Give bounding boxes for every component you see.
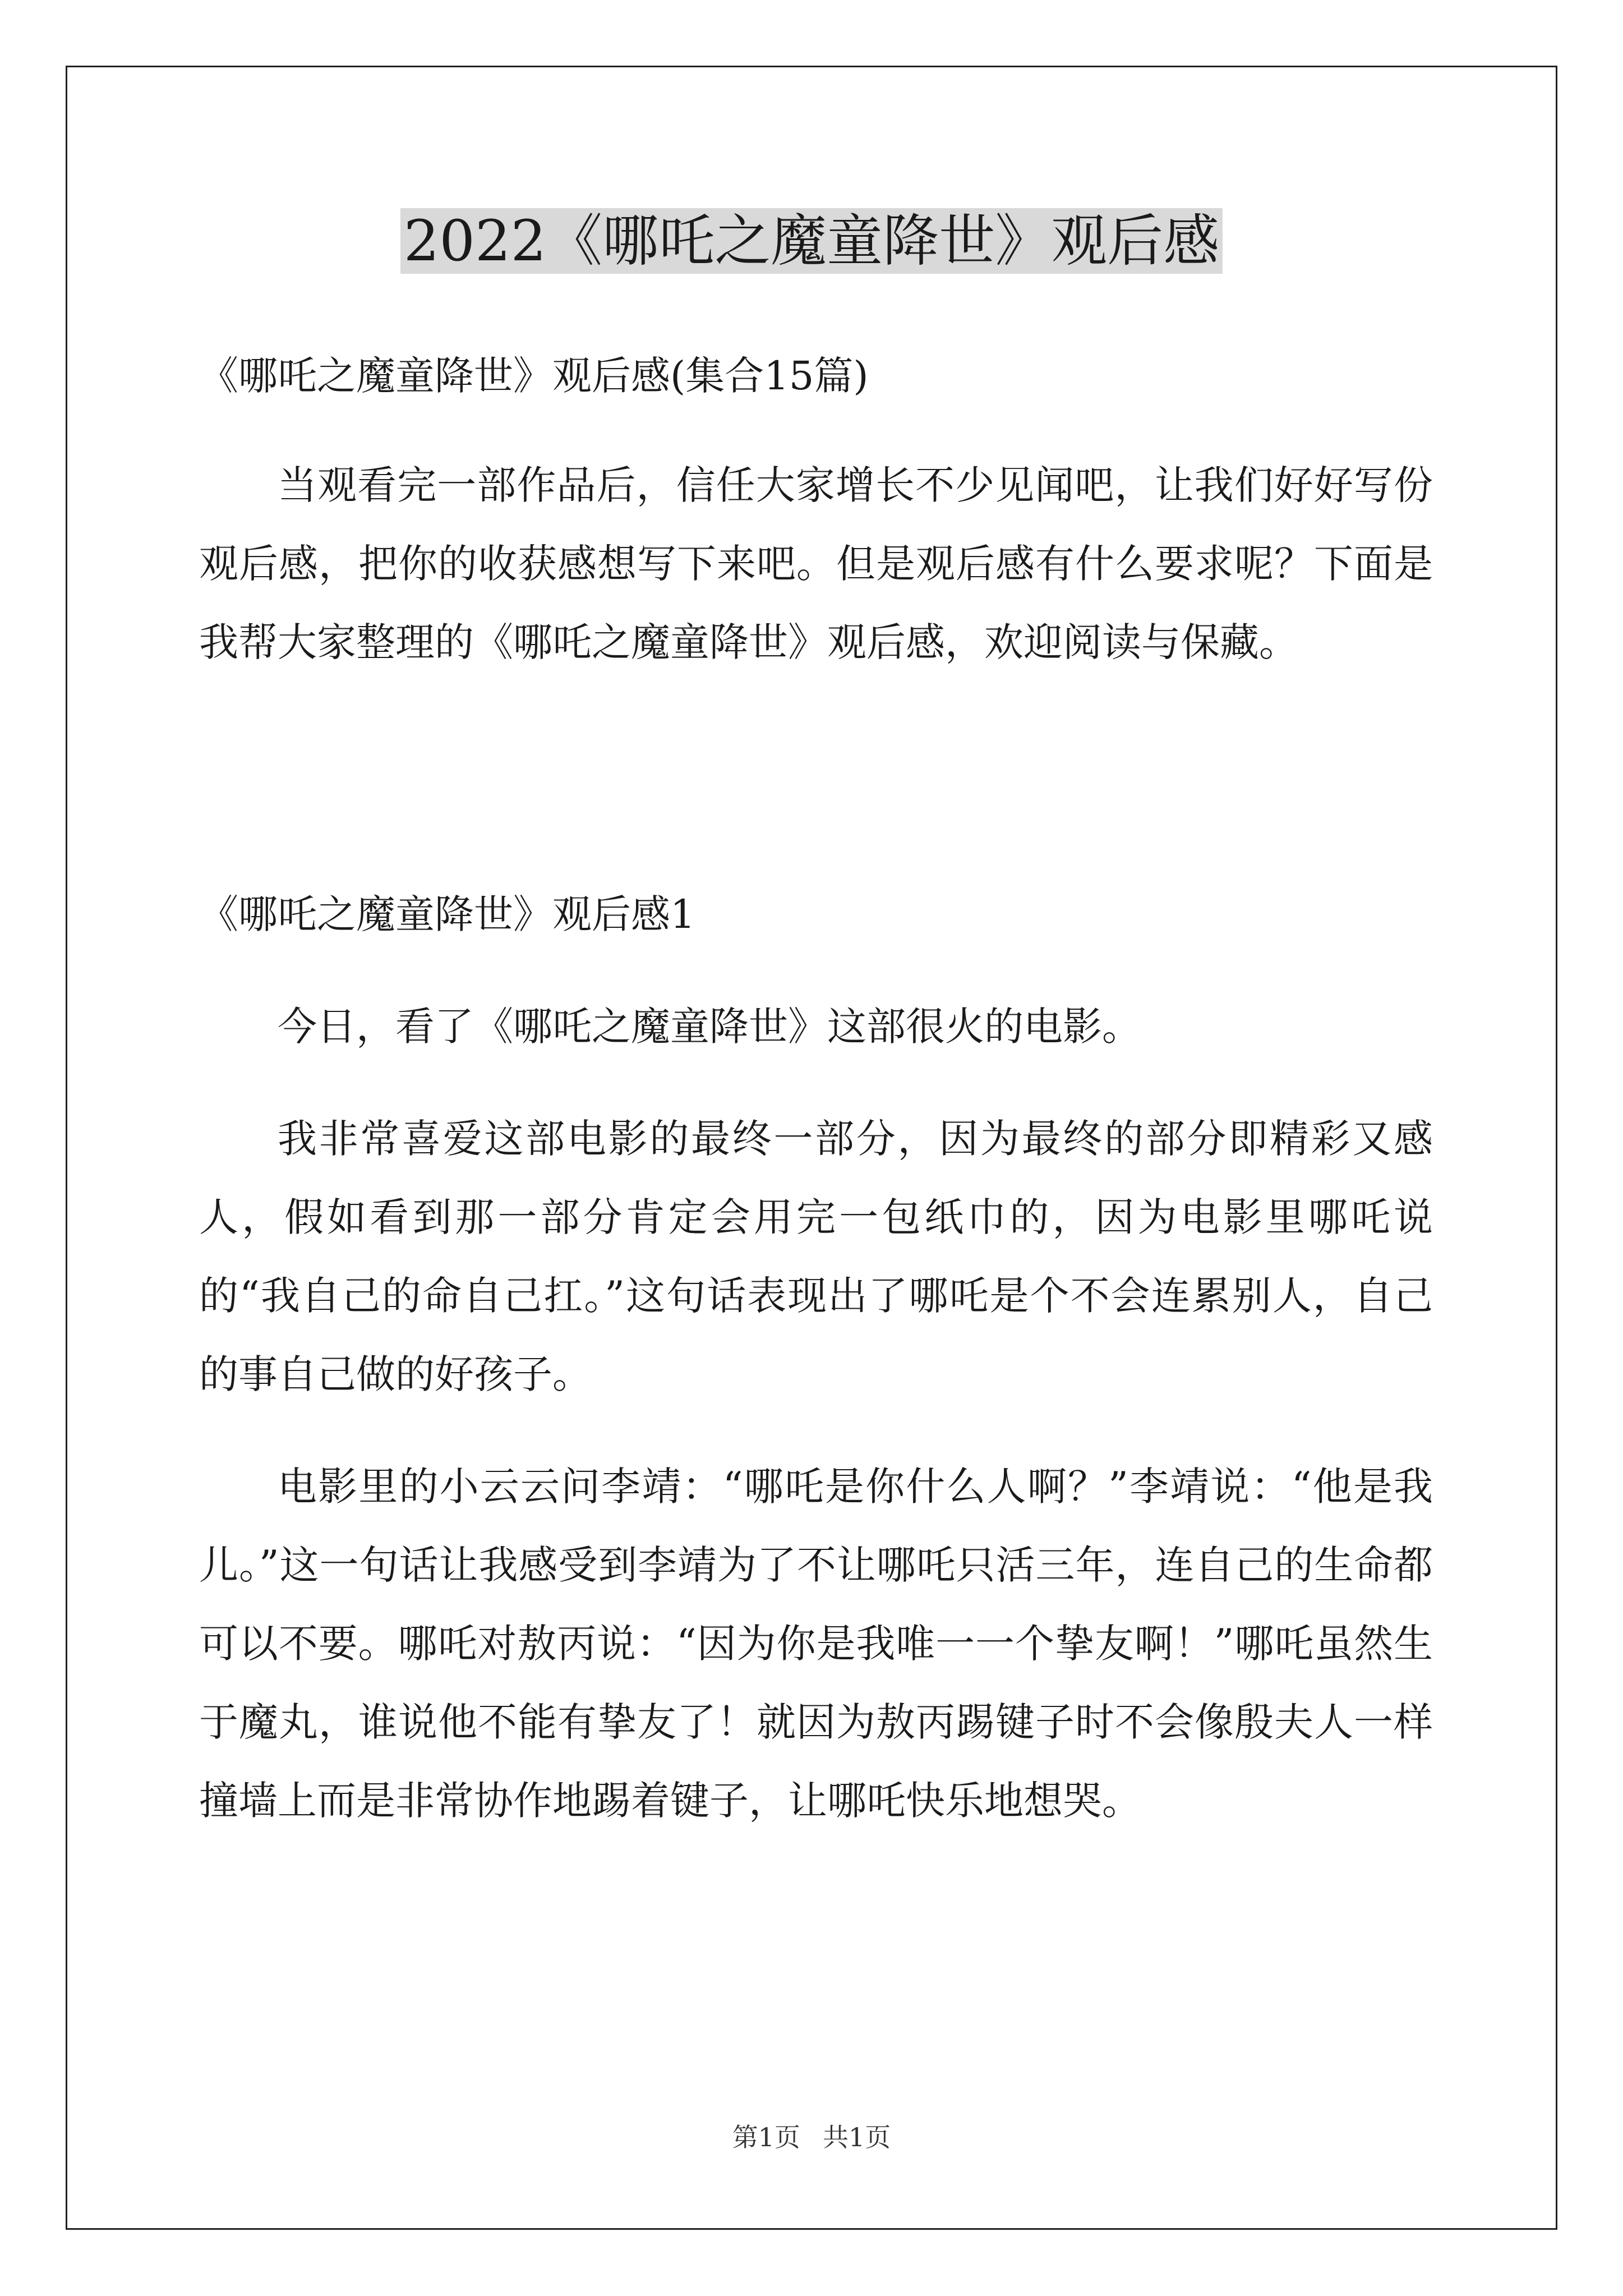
page-footer xyxy=(0,2120,1623,2154)
document-title xyxy=(0,205,1623,278)
body-paragraph: 电影里的小云云问李靖：“哪吒是你什么人啊？”李靖说：“他是我儿。”这一句话让我感受到李靖为了不让哪吒只活三年，连自己的生命都可以不要。哪吒对敖丙说：“因为你是我唯一一个挚友啊！”哪吒虽然生于魔丸，谁说他不能有挚友了！就因为敖丙踢键子时不会像殷夫人一样撞墙上而是非常协作地踢着键子，让哪吒快乐地想哭。 xyxy=(199,1464,1433,1824)
intro-paragraph: 当观看完一部作品后，信任大家增长不少见闻吧，让我们好好写份观后感，把你的收获感想写下来吧。但是观后感有什么要求呢？下面是我帮大家整理的《哪吒之魔童降世》观后感，欢迎阅读与保藏。 xyxy=(199,462,1433,665)
page-number-current: 第1页 xyxy=(732,2122,800,2152)
section-heading: 《哪吒之魔童降世》观后感1 xyxy=(199,891,695,937)
document-subtitle: 《哪吒之魔童降世》观后感(集合15篇) xyxy=(199,353,869,399)
section-body xyxy=(199,987,1433,1874)
page-number-total: 共1页 xyxy=(823,2122,891,2152)
body-paragraph: 我非常喜爱这部电影的最终一部分，因为最终的部分即精彩又感人，假如看到那一部分肯定会用完一包纸巾的，因为电影里哪吒说的“我自己的命自己扛。”这句话表现出了哪吒是个不会连累别人，自己的事自己做的好孩子。 xyxy=(199,1116,1433,1397)
document-title-text: 2022《哪吒之魔童降世》观后感 xyxy=(400,208,1223,274)
body-paragraph: 今日，看了《哪吒之魔童降世》这部很火的电影。 xyxy=(278,1004,1141,1050)
